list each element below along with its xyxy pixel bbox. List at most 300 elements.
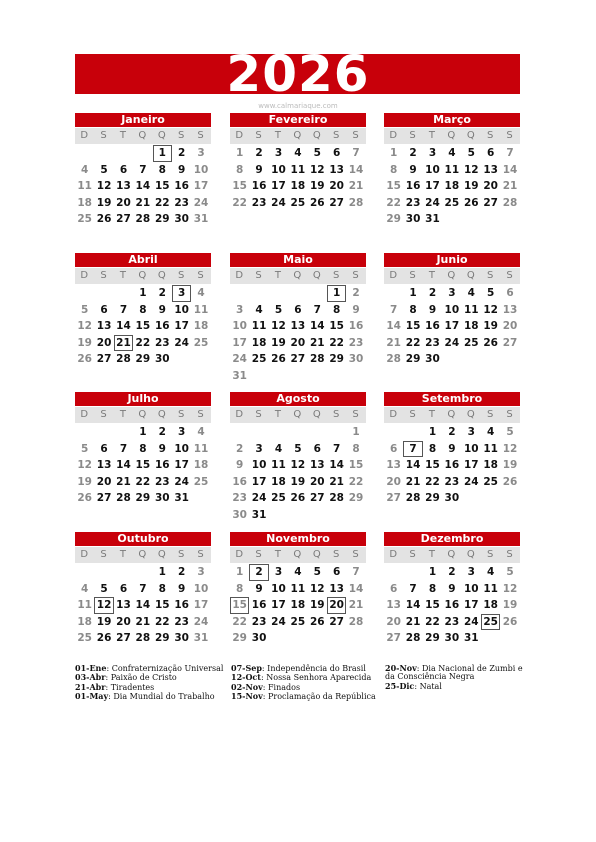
month-junio — [384, 253, 520, 368]
day-cell: 2 — [158, 287, 166, 299]
day-cell: 19 — [483, 320, 498, 333]
day-cell: 13 — [483, 163, 498, 176]
day-cell: 17 — [174, 459, 189, 472]
empty-cell — [403, 424, 422, 441]
day-cell: 24 — [174, 475, 189, 488]
day-cell: 23 — [444, 475, 460, 488]
day-cell: 10 — [425, 163, 440, 176]
empty-cell — [114, 564, 133, 581]
day-cell: 17 — [463, 459, 479, 472]
day-cell: 13 — [96, 320, 112, 333]
holiday-entry: 07-Sep: Independência do Brasil — [231, 663, 366, 673]
day-cell: 27 — [290, 353, 306, 366]
day-cell: 3 — [428, 147, 437, 159]
day-cell: 13 — [290, 320, 306, 333]
day-cell: 4 — [448, 147, 456, 159]
day-cell: 12 — [77, 459, 92, 472]
day-cell: 21 — [502, 180, 518, 193]
day-cell: 22 — [329, 336, 344, 349]
weekday-label: Q — [288, 128, 307, 144]
holiday-date: 01-Ene — [75, 663, 107, 673]
day-grid — [75, 424, 211, 507]
holiday-list-3 — [385, 664, 535, 691]
weekday-label: Q — [442, 547, 461, 563]
weekday-label: T — [423, 268, 442, 284]
day-cell: 18 — [483, 599, 498, 612]
day-cell: 12 — [290, 459, 306, 472]
holiday-day-cell: 12 — [94, 597, 113, 614]
day-cell: 1 — [158, 566, 166, 578]
day-cell: 27 — [502, 336, 518, 349]
day-cell: 28 — [348, 615, 364, 628]
day-cell: 22 — [386, 196, 401, 209]
day-cell: 11 — [483, 442, 498, 455]
day-cell: 30 — [174, 213, 189, 226]
day-cell: 22 — [135, 336, 151, 349]
day-cell: 19 — [463, 180, 479, 193]
day-cell: 8 — [332, 303, 341, 316]
month-abril — [75, 253, 211, 368]
day-cell: 3 — [197, 147, 205, 159]
day-cell: 14 — [116, 320, 131, 333]
day-cell: 4 — [294, 147, 302, 159]
day-cell: 24 — [425, 196, 440, 209]
weekday-label: Q — [133, 547, 152, 563]
weekday-label: Q — [288, 407, 307, 423]
day-cell: 27 — [386, 492, 401, 505]
empty-cell — [94, 285, 113, 302]
weekday-label: Q — [308, 407, 327, 423]
weekday-label: Q — [133, 268, 152, 284]
day-grid — [384, 424, 520, 507]
month-title: Outubro — [75, 532, 211, 546]
day-cell: 28 — [309, 353, 325, 366]
day-cell: 31 — [193, 632, 209, 645]
day-cell: 1 — [390, 147, 398, 159]
holiday-day-cell: 1 — [327, 285, 346, 302]
day-cell: 25 — [193, 336, 209, 349]
weekday-label: Q — [462, 547, 481, 563]
holiday-entry: 01-May: Dia Mundial do Trabalho — [75, 691, 215, 702]
day-cell: 1 — [428, 566, 437, 578]
day-cell: 13 — [386, 459, 401, 472]
holiday-date: 21-Abr — [75, 681, 106, 692]
weekday-label: S — [249, 547, 268, 563]
day-cell: 12 — [77, 320, 92, 333]
day-cell: 29 — [154, 632, 170, 645]
weekday-label: Q — [288, 547, 307, 563]
weekday-label: D — [230, 268, 249, 284]
empty-cell — [269, 424, 288, 441]
day-cell: 2 — [352, 287, 360, 299]
day-cell: 3 — [467, 426, 475, 438]
weekday-label: T — [114, 407, 133, 423]
day-cell: 5 — [506, 426, 514, 438]
holiday-date: 01-May — [75, 691, 109, 702]
empty-cell — [133, 145, 152, 162]
day-cell: 26 — [502, 615, 518, 628]
day-cell: 7 — [332, 442, 341, 455]
weekday-header — [384, 268, 520, 284]
day-cell: 6 — [332, 566, 341, 578]
day-cell: 17 — [174, 320, 189, 333]
day-cell: 6 — [294, 303, 302, 316]
day-cell: 13 — [502, 303, 518, 316]
weekday-label: Q — [308, 268, 327, 284]
month-dezembro — [384, 532, 520, 647]
day-cell: 18 — [77, 615, 92, 628]
day-cell: 26 — [290, 492, 306, 505]
day-cell: 25 — [77, 632, 92, 645]
weekday-label: D — [230, 128, 249, 144]
day-cell: 18 — [251, 336, 267, 349]
day-cell: 5 — [100, 582, 108, 595]
day-cell: 17 — [271, 180, 286, 193]
weekday-label: S — [327, 128, 346, 144]
weekday-label: S — [94, 407, 113, 423]
weekday-label: Q — [462, 407, 481, 423]
day-cell: 6 — [119, 163, 128, 176]
empty-cell — [114, 145, 133, 162]
day-cell: 4 — [197, 287, 205, 299]
day-cell: 13 — [116, 180, 131, 193]
day-cell: 22 — [425, 475, 440, 488]
weekday-label: T — [114, 268, 133, 284]
day-cell: 6 — [390, 442, 398, 455]
day-cell: 20 — [96, 475, 112, 488]
weekday-label: S — [481, 407, 500, 423]
day-cell: 27 — [329, 196, 344, 209]
day-cell: 23 — [154, 475, 170, 488]
holiday-entry: 25-Dic: Natal — [385, 680, 442, 691]
holiday-entry: 15-Nov: Proclamação da República — [231, 691, 376, 702]
month-maio — [230, 253, 366, 385]
month-fevereiro — [230, 113, 366, 211]
weekday-label: S — [500, 547, 519, 563]
holiday-label: Dia Mundial do Trabalho — [113, 692, 215, 702]
weekday-label: S — [500, 268, 519, 284]
weekday-label: S — [327, 547, 346, 563]
month-marco — [384, 113, 520, 228]
day-cell: 24 — [444, 336, 460, 349]
holiday-label: Proclamação da República — [268, 692, 376, 702]
weekday-label: T — [269, 268, 288, 284]
day-cell: 20 — [483, 180, 498, 193]
day-cell: 3 — [274, 147, 283, 159]
day-grid — [230, 285, 366, 385]
day-cell: 11 — [193, 303, 209, 316]
holiday-entry: 02-Nov: Finados — [231, 681, 301, 692]
day-cell: 18 — [271, 475, 286, 488]
empty-cell — [327, 424, 346, 441]
empty-cell — [288, 424, 307, 441]
day-cell: 16 — [405, 180, 421, 193]
day-cell: 19 — [309, 180, 325, 193]
holiday-list-1 — [75, 664, 225, 702]
day-cell: 17 — [463, 599, 479, 612]
day-cell: 13 — [116, 599, 131, 612]
day-cell: 28 — [329, 492, 344, 505]
weekday-label: S — [191, 268, 210, 284]
holiday-day-cell: 21 — [114, 335, 133, 352]
holiday-day-cell: 20 — [327, 597, 346, 614]
empty-cell — [288, 285, 307, 302]
weekday-header — [75, 128, 211, 144]
empty-cell — [384, 285, 403, 302]
day-cell: 21 — [348, 599, 364, 612]
holiday-date: 25-Dic — [385, 680, 415, 691]
day-cell: 11 — [463, 303, 479, 316]
day-cell: 30 — [425, 353, 440, 366]
day-cell: 9 — [409, 163, 417, 176]
weekday-label: S — [346, 128, 365, 144]
holiday-label: Independência do Brasil — [267, 664, 366, 673]
weekday-label: S — [403, 128, 422, 144]
weekday-label: Q — [308, 547, 327, 563]
day-cell: 12 — [309, 163, 325, 176]
weekday-label: Q — [133, 128, 152, 144]
empty-cell — [75, 424, 94, 441]
month-title: Julho — [75, 392, 211, 406]
day-cell: 3 — [448, 287, 456, 299]
day-cell: 26 — [309, 615, 325, 628]
day-cell: 11 — [290, 163, 306, 176]
day-cell: 3 — [197, 566, 205, 578]
year-title: 2026 — [226, 45, 370, 103]
day-cell: 12 — [96, 180, 112, 193]
day-cell: 20 — [96, 336, 112, 349]
day-cell: 13 — [309, 459, 325, 472]
weekday-label: S — [327, 268, 346, 284]
holiday-date: 15-Nov — [231, 691, 263, 702]
day-cell: 15 — [348, 459, 364, 472]
day-cell: 25 — [290, 196, 306, 209]
day-cell: 10 — [463, 582, 479, 595]
day-cell: 12 — [463, 163, 479, 176]
day-cell: 8 — [236, 582, 244, 595]
day-cell: 27 — [96, 353, 112, 366]
day-cell: 15 — [329, 320, 344, 333]
weekday-header — [384, 128, 520, 144]
day-cell: 27 — [329, 615, 344, 628]
empty-cell — [94, 564, 113, 581]
month-novembro — [230, 532, 366, 647]
day-cell: 30 — [348, 353, 364, 366]
day-cell: 19 — [77, 336, 92, 349]
weekday-label: T — [423, 407, 442, 423]
day-cell: 7 — [139, 163, 147, 176]
day-cell: 15 — [232, 180, 247, 193]
day-cell: 9 — [158, 303, 166, 316]
day-cell: 14 — [405, 599, 421, 612]
day-cell: 10 — [193, 582, 209, 595]
day-cell: 29 — [405, 353, 421, 366]
day-cell: 16 — [174, 180, 189, 193]
day-grid — [384, 564, 520, 647]
day-cell: 10 — [271, 582, 286, 595]
holiday-day-cell: 1 — [153, 145, 172, 162]
day-cell: 16 — [444, 599, 460, 612]
day-cell: 9 — [177, 582, 186, 595]
day-cell: 17 — [193, 180, 209, 193]
holiday-label: Nossa Senhora Aparecida — [266, 673, 372, 683]
day-cell: 2 — [448, 426, 456, 438]
day-cell: 29 — [232, 632, 247, 645]
day-cell: 19 — [96, 615, 112, 628]
empty-cell — [249, 285, 268, 302]
weekday-label: S — [191, 547, 210, 563]
weekday-label: T — [114, 547, 133, 563]
day-cell: 14 — [309, 320, 325, 333]
holiday-label: Tiradentes — [110, 682, 155, 692]
day-cell: 2 — [255, 147, 263, 159]
day-cell: 7 — [119, 303, 128, 316]
day-cell: 14 — [348, 582, 364, 595]
day-cell: 9 — [448, 442, 456, 455]
day-cell: 5 — [274, 303, 283, 316]
day-cell: 8 — [236, 163, 244, 176]
day-cell: 28 — [135, 213, 151, 226]
weekday-header — [230, 268, 366, 284]
weekday-label: S — [403, 547, 422, 563]
day-cell: 19 — [77, 475, 92, 488]
empty-cell — [403, 564, 422, 581]
weekday-label: S — [481, 547, 500, 563]
day-cell: 21 — [405, 615, 421, 628]
day-cell: 9 — [448, 582, 456, 595]
day-cell: 20 — [502, 320, 518, 333]
day-grid — [75, 145, 211, 228]
weekday-label: S — [94, 547, 113, 563]
day-cell: 31 — [174, 492, 189, 505]
day-cell: 9 — [177, 163, 186, 176]
day-cell: 25 — [271, 492, 286, 505]
day-cell: 18 — [290, 599, 306, 612]
holiday-label: Dia Nacional de Zumbi e da Consciência Negra — [385, 664, 523, 682]
day-cell: 15 — [135, 459, 151, 472]
day-cell: 20 — [290, 336, 306, 349]
day-cell: 13 — [96, 459, 112, 472]
day-cell: 11 — [444, 163, 460, 176]
day-cell: 28 — [386, 353, 401, 366]
day-cell: 14 — [386, 320, 401, 333]
day-cell: 10 — [251, 459, 267, 472]
weekday-label: D — [75, 128, 94, 144]
weekday-header — [230, 407, 366, 423]
day-cell: 1 — [409, 287, 417, 299]
day-cell: 20 — [329, 180, 344, 193]
day-cell: 18 — [444, 180, 460, 193]
empty-cell — [114, 424, 133, 441]
holiday-date: 20-Nov — [385, 663, 417, 673]
day-cell: 7 — [409, 582, 417, 595]
day-cell: 5 — [81, 303, 89, 316]
weekday-label: S — [172, 128, 191, 144]
month-title: Março — [384, 113, 520, 127]
day-cell: 25 — [463, 336, 479, 349]
empty-cell — [308, 285, 327, 302]
day-cell: 19 — [309, 599, 325, 612]
weekday-header — [230, 128, 366, 144]
day-cell: 12 — [502, 582, 518, 595]
day-cell: 20 — [116, 196, 131, 209]
weekday-label: Q — [462, 128, 481, 144]
weekday-label: S — [191, 407, 210, 423]
day-cell: 18 — [77, 196, 92, 209]
day-cell: 21 — [386, 336, 401, 349]
weekday-label: S — [94, 128, 113, 144]
day-cell: 25 — [290, 615, 306, 628]
day-cell: 14 — [405, 459, 421, 472]
weekday-label: Q — [153, 128, 172, 144]
day-cell: 19 — [271, 336, 286, 349]
day-cell: 4 — [467, 287, 475, 299]
day-cell: 1 — [236, 147, 244, 159]
day-cell: 21 — [135, 196, 151, 209]
day-cell: 26 — [309, 196, 325, 209]
day-cell: 16 — [444, 459, 460, 472]
day-cell: 5 — [313, 147, 321, 159]
day-cell: 17 — [251, 475, 267, 488]
weekday-label: S — [346, 547, 365, 563]
day-cell: 15 — [135, 320, 151, 333]
day-cell: 12 — [483, 303, 498, 316]
day-cell: 8 — [158, 163, 166, 176]
day-cell: 21 — [309, 336, 325, 349]
day-cell: 25 — [251, 353, 267, 366]
day-cell: 15 — [154, 180, 170, 193]
day-cell: 10 — [444, 303, 460, 316]
day-cell: 10 — [463, 442, 479, 455]
day-cell: 2 — [177, 147, 186, 159]
day-cell: 26 — [77, 492, 92, 505]
day-cell: 6 — [390, 582, 398, 595]
day-cell: 8 — [390, 163, 398, 176]
day-cell: 27 — [116, 213, 131, 226]
empty-cell — [94, 424, 113, 441]
day-cell: 23 — [425, 336, 440, 349]
weekday-label: T — [269, 128, 288, 144]
month-julho — [75, 392, 211, 507]
holiday-day-cell: 2 — [249, 564, 268, 581]
day-cell: 23 — [251, 615, 267, 628]
holiday-entry: 03-Abr: Paixão de Cristo — [75, 672, 177, 683]
day-cell: 31 — [463, 632, 479, 645]
weekday-label: S — [500, 407, 519, 423]
day-cell: 11 — [193, 442, 209, 455]
holiday-entry: 20-Nov: Dia Nacional de Zumbi e da Consciência Negra — [385, 663, 523, 682]
day-cell: 24 — [463, 475, 479, 488]
weekday-label: D — [384, 128, 403, 144]
day-cell: 22 — [425, 615, 440, 628]
day-cell: 16 — [251, 599, 267, 612]
day-cell: 2 — [448, 566, 456, 578]
day-cell: 8 — [139, 442, 147, 455]
day-cell: 23 — [174, 196, 189, 209]
day-cell: 22 — [135, 475, 151, 488]
day-cell: 7 — [119, 442, 128, 455]
day-cell: 5 — [467, 147, 475, 159]
day-cell: 7 — [352, 566, 360, 578]
weekday-header — [384, 547, 520, 563]
day-cell: 17 — [232, 336, 247, 349]
day-cell: 11 — [290, 582, 306, 595]
day-cell: 20 — [386, 475, 401, 488]
day-cell: 27 — [309, 492, 325, 505]
day-cell: 3 — [177, 426, 186, 438]
day-cell: 12 — [502, 442, 518, 455]
day-cell: 23 — [348, 336, 364, 349]
